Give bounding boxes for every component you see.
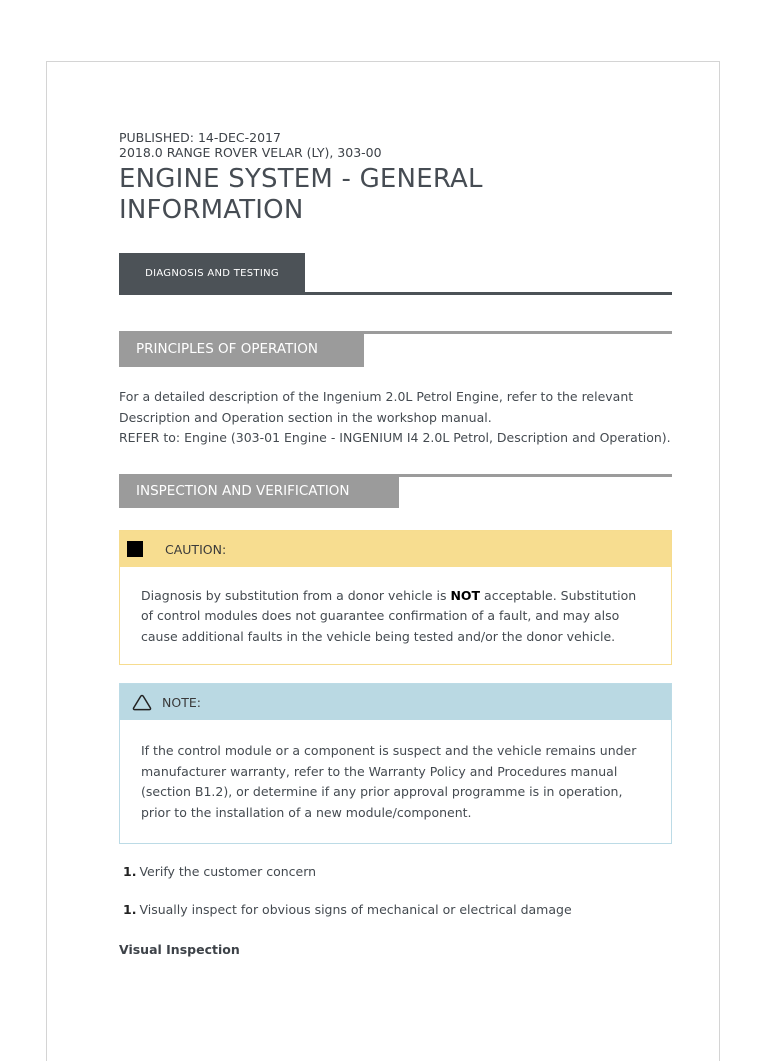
section-heading: INSPECTION AND VERIFICATION — [119, 474, 399, 508]
section-principles-of-operation — [119, 331, 672, 367]
list-item — [119, 864, 672, 880]
caution-text-after: acceptable. Substitution of control modules does not guarantee confirmation of a fault, and may also cause additional faults in the vehicle being tested and/or the donor vehicle. — [141, 587, 637, 644]
note-label: NOTE: — [162, 695, 201, 710]
caution-text-before: Diagnosis by substitution from a donor vehicle is — [141, 587, 451, 603]
vehicle-reference: 2018.0 RANGE ROVER VELAR (LY), 303-00 — [119, 145, 382, 160]
caution-body — [120, 567, 671, 665]
step-text: Visually inspect for obvious signs of mechanical or electrical damage — [139, 902, 572, 917]
step-text: Verify the customer concern — [139, 864, 317, 879]
note-box — [119, 683, 672, 844]
step-number: 1. — [123, 864, 137, 879]
caution-label: CAUTION: — [165, 541, 227, 557]
tab-bar — [119, 253, 672, 295]
page-title: ENGINE SYSTEM - GENERAL INFORMATION — [119, 164, 483, 225]
principles-reference-link[interactable]: REFER to: Engine (303-01 Engine - INGENIUM I4 2.0L Petrol, Description and Operation). — [119, 430, 671, 445]
visual-inspection-heading: Visual Inspection — [119, 942, 240, 957]
list-item — [119, 902, 672, 918]
note-body: If the control module or a component is suspect and the vehicle remains under manufacturer warranty, refer to the Warranty Policy and Procedures manual (section B1.2), or determine if any prior approval programme is in operation, prior to the installation of a new module/component. — [141, 743, 637, 820]
caution-header — [120, 531, 671, 567]
step-number: 1. — [123, 902, 137, 917]
document-page — [46, 61, 720, 1061]
warning-triangle-icon — [132, 694, 152, 711]
document-content — [119, 130, 672, 957]
tab-underline — [119, 292, 672, 295]
section-inspection-and-verification — [119, 474, 672, 510]
caution-box — [119, 530, 672, 666]
section-heading: PRINCIPLES OF OPERATION — [119, 331, 364, 367]
caution-text-strong: NOT — [450, 587, 481, 603]
note-header — [120, 684, 671, 720]
tab-diagnosis-and-testing[interactable]: DIAGNOSIS AND TESTING — [119, 253, 305, 295]
black-square-icon — [127, 541, 143, 557]
principles-paragraph — [119, 387, 672, 449]
principles-description: For a detailed description of the Ingenium 2.0L Petrol Engine, refer to the relevant Description and Operation section in the workshop manual. — [119, 389, 634, 425]
published-date: PUBLISHED: 14-DEC-2017 — [119, 130, 281, 145]
